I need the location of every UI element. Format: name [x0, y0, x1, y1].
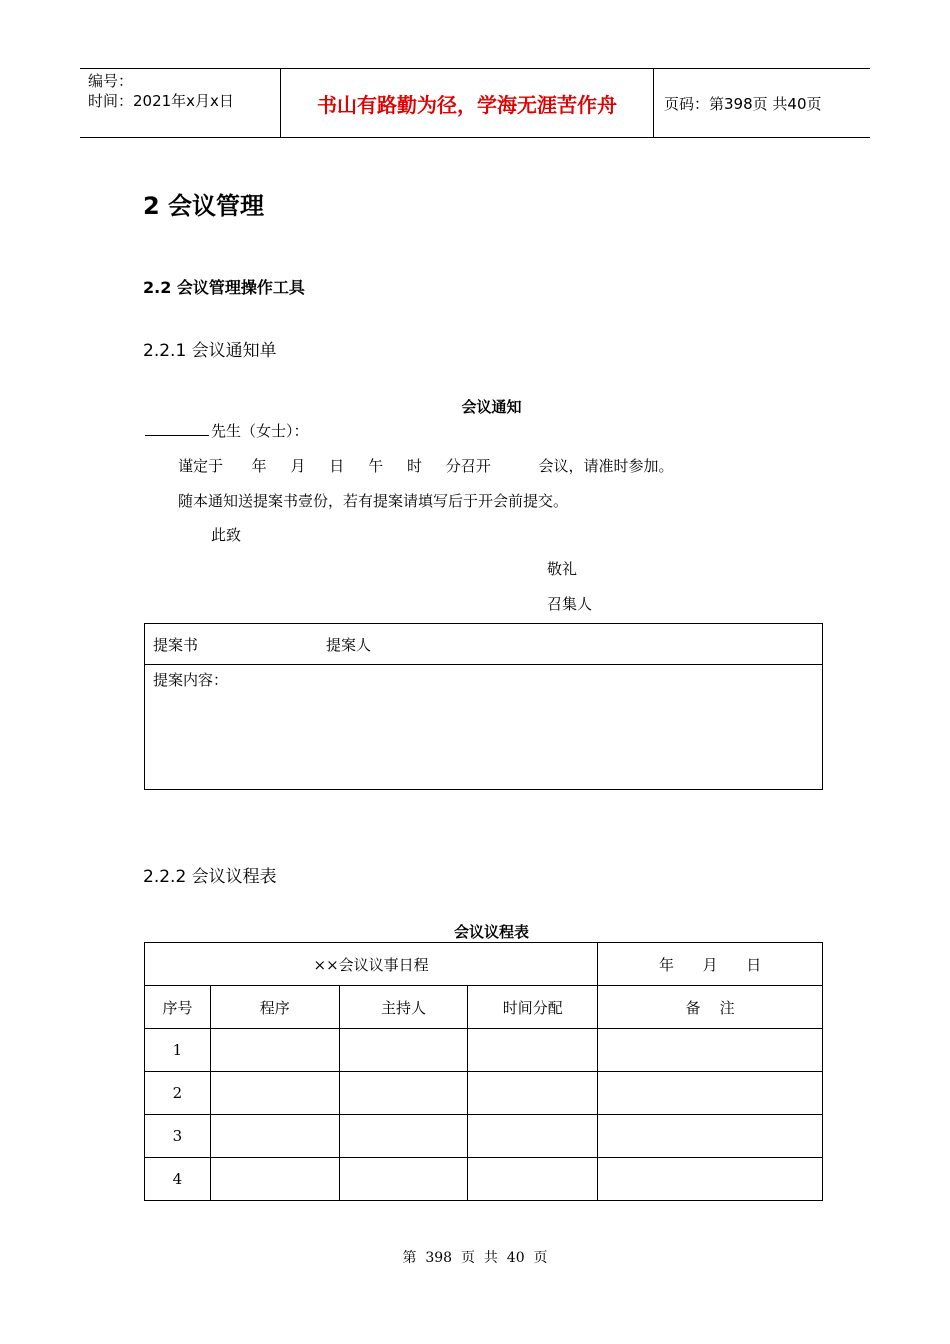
notice-regards: 敬礼 — [547, 560, 578, 578]
cell-time — [468, 1029, 598, 1072]
notice-title: 会议通知 — [461, 398, 522, 416]
row-number: 4 — [145, 1158, 211, 1201]
cell-host — [339, 1158, 468, 1201]
heading-2: 2.2 会议管理操作工具 — [143, 278, 305, 297]
cell-notes — [598, 1029, 823, 1072]
proposal-header-cell — [145, 624, 823, 665]
agenda-col-seq: 序号 — [145, 986, 211, 1029]
cell-procedure — [210, 1072, 339, 1115]
cell-time — [468, 1115, 598, 1158]
cell-notes — [598, 1158, 823, 1201]
cell-host — [339, 1072, 468, 1115]
proposal-content-cell — [145, 665, 823, 790]
table-row — [145, 1158, 823, 1201]
header-motto: 书山有路勤为径，学海无涯苦作舟 — [281, 69, 654, 137]
cell-time — [468, 1072, 598, 1115]
agenda-col-procedure: 程序 — [210, 986, 339, 1029]
header-page: 页码：第398页 共40页 — [664, 94, 822, 113]
table-row — [145, 1029, 823, 1072]
cell-host — [339, 1115, 468, 1158]
table-row — [145, 1115, 823, 1158]
cell-notes — [598, 1115, 823, 1158]
notice-convener: 召集人 — [547, 595, 593, 613]
notice-closing: 此致 — [211, 526, 242, 544]
heading-3-notice: 2.2.1 会议通知单 — [143, 341, 277, 361]
header-number: 编号： — [88, 72, 134, 90]
notice-line2: 随本通知送提案书壹份，若有提案请填写后于开会前提交。 — [178, 492, 569, 510]
agenda-col-time: 时间分配 — [468, 986, 598, 1029]
proposal-table — [144, 623, 823, 790]
cell-procedure — [210, 1115, 339, 1158]
notice-line1: 谨定于 年 月 日 午 时 分召开 会议，请准时参加。 — [178, 457, 674, 475]
notice-salutation-line — [145, 420, 309, 441]
row-number: 2 — [145, 1072, 211, 1115]
row-number: 1 — [145, 1029, 211, 1072]
notice-salutation: 先生（女士）： — [211, 422, 309, 440]
proposal-person-label: 提案人 — [326, 635, 372, 654]
cell-procedure — [210, 1029, 339, 1072]
agenda-col-notes: 备 注 — [598, 986, 823, 1029]
agenda-table — [144, 942, 823, 1201]
page-header — [80, 68, 870, 138]
header-meta — [80, 69, 281, 137]
name-blank — [145, 421, 209, 436]
cell-host — [339, 1029, 468, 1072]
proposal-book-label: 提案书 — [153, 635, 199, 654]
agenda-header-date: 年 月 日 — [598, 943, 823, 986]
heading-3-agenda: 2.2.2 会议议程表 — [143, 867, 277, 887]
cell-procedure — [210, 1158, 339, 1201]
row-number: 3 — [145, 1115, 211, 1158]
cell-notes — [598, 1072, 823, 1115]
proposal-content-label: 提案内容： — [153, 671, 229, 689]
table-row — [145, 1072, 823, 1115]
agenda-col-host: 主持人 — [339, 986, 468, 1029]
page-footer: 第 398 页 共 40 页 — [402, 1250, 548, 1266]
agenda-title: 会议议程表 — [453, 923, 529, 941]
cell-time — [468, 1158, 598, 1201]
agenda-header-left: ××会议议事日程 — [145, 943, 598, 986]
header-time: 时间：2021年x月x日 — [88, 92, 234, 110]
heading-1: 2 会议管理 — [143, 192, 265, 220]
